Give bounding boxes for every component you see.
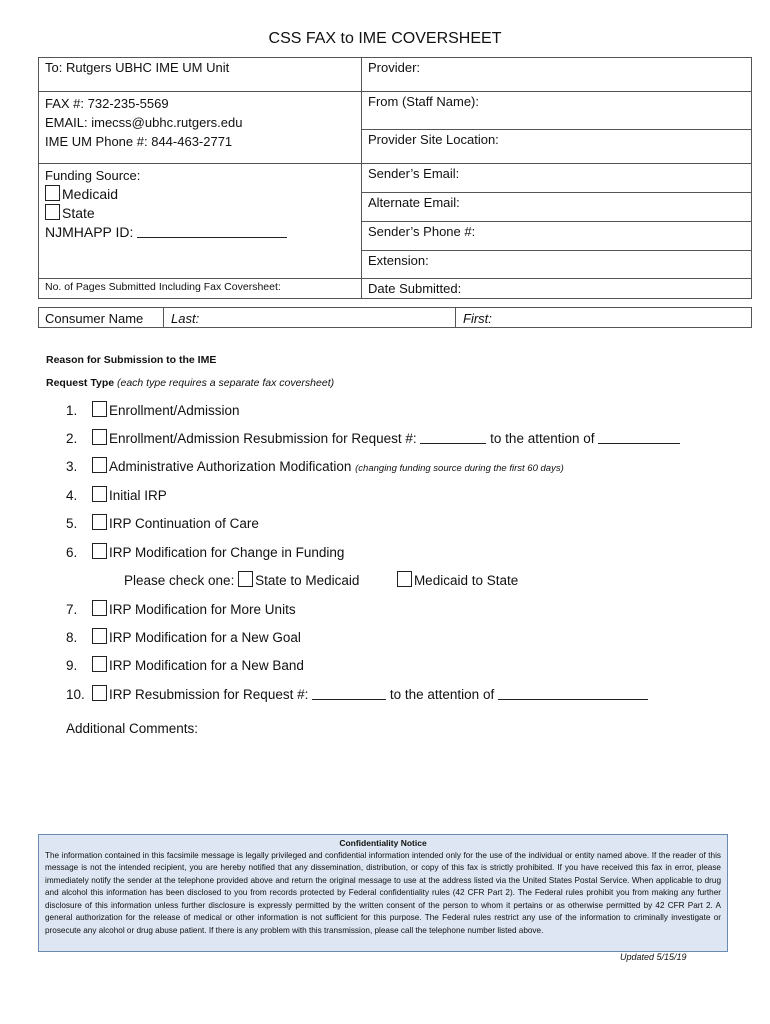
pages-label: No. of Pages Submitted Including Fax Coversheet: (45, 281, 281, 293)
first-name-field[interactable]: First: (463, 311, 492, 326)
item-2-request-field[interactable] (420, 431, 486, 444)
to-label: To: Rutgers UBHC IME UM Unit (45, 60, 230, 75)
state-to-medicaid-label: State to Medicaid (255, 573, 360, 588)
provider-cell[interactable] (362, 58, 752, 92)
medicaid-to-state-checkbox[interactable] (397, 571, 412, 587)
item-6-label: IRP Modification for Change in Funding (109, 545, 345, 560)
confidentiality-text: The information contained in this facsimile message is legally privileged and confidential information intended only for the use of the individual or entity named above. If the reader of this message is not the intended recipient, you are hereby notified that any dissemination, distribution, or copy of this fax is strictly prohibited. If you have received this fax in error, please immediately notify the sender at the telephone provided above and return the original message to use at the address listed via the United States Postal Service. When applicable to drug and alcohol this information has been disclosed to you from records protected by Federal confidentiality rules (42 CFR Part 2). The Federal rules prohibit you from making any further disclosure of this information unless further disclosure is expressly permitted by the written consent of the person to whom it pertains or as otherwise permitted by 42 CFR Part 2. A general authorization for the release of medical or other information is not sufficient for this purpose. The Federal rules restrict any use of the information to criminally investigate or prosecute any alcohol or drug abuse patient. If there is any problem with this transmission, please call the telephone number listed above. (45, 850, 721, 935)
item-10-checkbox[interactable] (92, 685, 107, 701)
item-1-checkbox[interactable] (92, 401, 107, 417)
state-label: State (62, 205, 95, 221)
email-address: EMAIL: imecss@ubhc.rutgers.edu (45, 115, 243, 130)
alt-email-label: Alternate Email: (368, 195, 460, 210)
reason-heading: Reason for Submission to the IME (46, 354, 217, 366)
item-2-attention-label: to the attention of (490, 431, 595, 446)
item-9-label: IRP Modification for a New Band (109, 658, 304, 673)
pages-cell[interactable] (39, 279, 362, 299)
item-6-checkbox[interactable] (92, 543, 107, 559)
request-item-3: 3. Administrative Authorization Modification (changing funding source during the first 60 days) (66, 459, 564, 474)
item-3-checkbox[interactable] (92, 457, 107, 473)
item-1-label: Enrollment/Admission (109, 403, 240, 418)
additional-comments-label: Additional Comments: (66, 721, 199, 736)
item-10-attention-field[interactable] (498, 687, 648, 700)
medicaid-label: Medicaid (62, 186, 119, 202)
last-name-field[interactable]: Last: (171, 311, 200, 326)
item-2-label: Enrollment/Admission Resubmission for Request #: (109, 431, 417, 446)
date-cell[interactable] (362, 279, 752, 299)
sender-email-cell[interactable] (362, 164, 752, 193)
request-item-6: 6. IRP Modification for Change in Funding (66, 545, 345, 560)
item-7-label: IRP Modification for More Units (109, 602, 296, 617)
request-item-4: 4. Initial IRP (66, 488, 167, 503)
fax-number: FAX #: 732-235-5569 (45, 96, 169, 111)
state-to-medicaid-checkbox[interactable] (238, 571, 253, 587)
consumer-name-label: Consumer Name (45, 311, 144, 326)
request-item-7: 7. IRP Modification for More Units (66, 602, 296, 617)
item-4-checkbox[interactable] (92, 486, 107, 502)
sender-email-label: Sender’s Email: (368, 166, 460, 181)
check-one-row (124, 571, 518, 588)
from-staff-label: From (Staff Name): (368, 94, 480, 109)
confidentiality-heading: Confidentiality Notice (339, 838, 427, 848)
funding-cell (39, 164, 362, 279)
njmhapp-label: NJMHAPP ID: (45, 224, 134, 240)
check-one-label: Please check one: (124, 573, 235, 588)
sender-phone-label: Sender’s Phone #: (368, 224, 476, 239)
njmhapp-field[interactable] (137, 225, 287, 238)
from-staff-cell[interactable] (362, 92, 752, 130)
funding-source-label: Funding Source: (45, 168, 141, 183)
date-submitted-label: Date Submitted: (368, 281, 462, 296)
request-item-5: 5. IRP Continuation of Care (66, 516, 259, 531)
alt-email-cell[interactable] (362, 193, 752, 222)
request-item-2: 2. Enrollment/Admission Resubmission for Request #: to the attention of (66, 429, 680, 446)
item-3-note: (changing funding source during the first 60 days) (355, 463, 564, 474)
item-2-checkbox[interactable] (92, 429, 107, 445)
medicaid-checkbox[interactable] (45, 185, 60, 201)
item-7-checkbox[interactable] (92, 600, 107, 616)
confidentiality-notice (38, 834, 728, 952)
item-5-checkbox[interactable] (92, 514, 107, 530)
additional-comments-area[interactable] (66, 742, 726, 822)
item-3-label: Administrative Authorization Modification (109, 459, 352, 474)
state-checkbox[interactable] (45, 204, 60, 220)
header-table (38, 57, 752, 299)
request-item-1: 1. Enrollment/Admission (66, 403, 240, 418)
item-10-request-field[interactable] (312, 687, 386, 700)
sender-phone-cell[interactable] (362, 222, 752, 251)
request-type-note: (each type requires a separate fax coversheet) (117, 377, 335, 389)
page-title: CSS FAX to IME COVERSHEET (268, 30, 502, 47)
site-label: Provider Site Location: (368, 132, 499, 147)
consumer-name-row (38, 307, 752, 328)
updated-date: Updated 5/15/19 (620, 952, 687, 962)
item-5-label: IRP Continuation of Care (109, 516, 259, 531)
extension-label: Extension: (368, 253, 429, 268)
item-8-checkbox[interactable] (92, 628, 107, 644)
phone-number: IME UM Phone #: 844-463-2771 (45, 134, 233, 149)
request-type-label: Request Type (46, 377, 115, 389)
item-8-label: IRP Modification for a New Goal (109, 630, 301, 645)
item-10-attention-label: to the attention of (389, 687, 495, 702)
to-cell (39, 58, 362, 92)
request-item-9: 9. IRP Modification for a New Band (66, 658, 304, 673)
item-10-label: IRP Resubmission for Request #: (109, 687, 309, 702)
extension-cell[interactable] (362, 251, 752, 279)
site-cell[interactable] (362, 130, 752, 164)
item-9-checkbox[interactable] (92, 656, 107, 672)
contact-cell (39, 92, 362, 164)
request-item-10: 10. IRP Resubmission for Request #: to the attention of (66, 685, 648, 702)
item-4-label: Initial IRP (109, 488, 167, 503)
provider-label: Provider: (368, 60, 421, 75)
request-item-8: 8. IRP Modification for a New Goal (66, 630, 301, 645)
item-2-attention-field[interactable] (598, 431, 680, 444)
medicaid-to-state-label: Medicaid to State (413, 573, 519, 588)
